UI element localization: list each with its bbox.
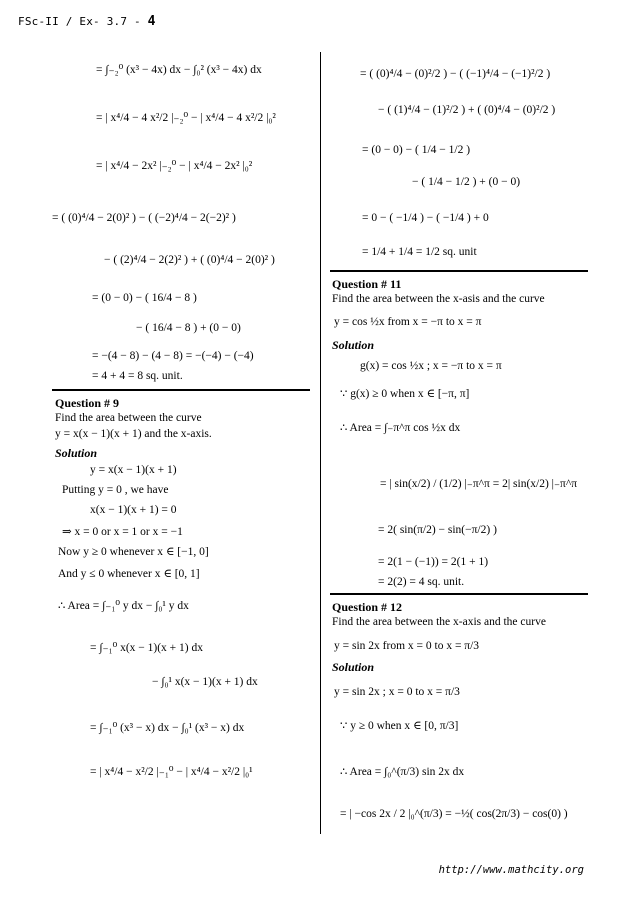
math-line: = | x⁴/4 − 2x² |₋₂⁰ − | x⁴/4 − 2x² |₀² bbox=[96, 160, 253, 172]
header-prefix: FSc-II / Ex- 3.7 - bbox=[18, 15, 148, 28]
math-line: ⇒ x = 0 or x = 1 or x = −1 bbox=[62, 526, 183, 538]
math-line: Putting y = 0 , we have bbox=[62, 484, 169, 496]
math-line: = (0 − 0) − ( 1/4 − 1/2 ) bbox=[362, 144, 471, 156]
math-line: = −(4 − 8) − (4 − 8) = −(−4) − (−4) bbox=[92, 350, 254, 362]
math-line: = | sin(x/2) / (1/2) |₋π^π = 2| sin(x/2) |₋π^π bbox=[380, 478, 578, 490]
column-divider bbox=[320, 52, 321, 834]
question-11-equation: y = cos ½x from x = −π to x = π bbox=[334, 316, 482, 328]
math-line: = ( (0)⁴/4 − 2(0)² ) − ( (−2)⁴/4 − 2(−2)² ) bbox=[52, 212, 236, 224]
math-line: x(x − 1)(x + 1) = 0 bbox=[90, 504, 177, 516]
section-rule bbox=[330, 593, 588, 595]
section-rule bbox=[330, 270, 588, 272]
question-9-heading: Question # 9 bbox=[55, 396, 120, 410]
footer-url[interactable]: http://www.mathcity.org bbox=[438, 864, 584, 876]
math-line: − ( (1)⁴/4 − (1)²/2 ) + ( (0)⁴/4 − (0)²/2 ) bbox=[378, 104, 556, 116]
math-line: = 4 + 4 = 8 sq. unit. bbox=[92, 370, 183, 382]
question-9-solution-label: Solution bbox=[55, 446, 98, 460]
question-9-equation: y = x(x − 1)(x + 1) and the x-axis. bbox=[55, 428, 212, 440]
math-line: And y ≤ 0 whenever x ∈ [0, 1] bbox=[58, 568, 200, 580]
math-line: = 2(1 − (−1)) = 2(1 + 1) bbox=[378, 556, 489, 568]
math-line: = 2( sin(π/2) − sin(−π/2) ) bbox=[378, 524, 497, 536]
math-line: ∴ Area = ∫₋₁⁰ y dx − ∫₀¹ y dx bbox=[58, 600, 189, 612]
math-line: − ∫₀¹ x(x − 1)(x + 1) dx bbox=[152, 676, 258, 688]
section-rule bbox=[52, 389, 310, 391]
math-line: − ( 1/4 − 1/2 ) + (0 − 0) bbox=[412, 176, 521, 188]
question-12-heading: Question # 12 bbox=[332, 600, 403, 614]
math-line: ∴ Area = ∫₀^(π/3) sin 2x dx bbox=[340, 766, 465, 778]
math-line: = | x⁴/4 − x²/2 |₋₁⁰ − | x⁴/4 − x²/2 |₀¹ bbox=[90, 766, 253, 778]
question-12-text: Find the area between the x-axis and the curve bbox=[332, 616, 546, 628]
question-9-text: Find the area between the curve bbox=[55, 412, 202, 424]
page-number: 4 bbox=[147, 14, 156, 29]
math-line: ∵ g(x) ≥ 0 when x ∈ [−π, π] bbox=[340, 388, 470, 400]
math-line: g(x) = cos ½x ; x = −π to x = π bbox=[360, 360, 502, 372]
math-line: − ( (2)⁴/4 − 2(2)² ) + ( (0)⁴/4 − 2(0)² ) bbox=[104, 254, 275, 266]
math-line: = | x⁴/4 − 4 x²/2 |₋₂⁰ − | x⁴/4 − 4 x²/2 |₀² bbox=[96, 112, 276, 124]
question-12-solution-label: Solution bbox=[332, 660, 375, 674]
math-line: = 1/4 + 1/4 = 1/2 sq. unit bbox=[362, 246, 477, 258]
math-line: y = sin 2x ; x = 0 to x = π/3 bbox=[334, 686, 460, 698]
math-line: = ∫₋₁⁰ (x³ − x) dx − ∫₀¹ (x³ − x) dx bbox=[90, 722, 245, 734]
question-11-solution-label: Solution bbox=[332, 338, 375, 352]
math-line: = 0 − ( −1/4 ) − ( −1/4 ) + 0 bbox=[362, 212, 489, 224]
math-line: = | −cos 2x / 2 |₀^(π/3) = −½( cos(2π/3) − cos(0) ) bbox=[340, 808, 568, 820]
math-line: − ( 16/4 − 8 ) + (0 − 0) bbox=[136, 322, 241, 334]
math-line: = (0 − 0) − ( 16/4 − 8 ) bbox=[92, 292, 197, 304]
math-line: = ∫₋₂⁰ (x³ − 4x) dx − ∫₀² (x³ − 4x) dx bbox=[96, 64, 262, 76]
math-line: ∴ Area = ∫₋π^π cos ½x dx bbox=[340, 422, 461, 434]
question-11-text: Find the area between the x-asis and the curve bbox=[332, 293, 545, 305]
question-12-equation: y = sin 2x from x = 0 to x = π/3 bbox=[334, 640, 480, 652]
math-line: Now y ≥ 0 whenever x ∈ [−1, 0] bbox=[58, 546, 209, 558]
math-line: = 2(2) = 4 sq. unit. bbox=[378, 576, 465, 588]
page-header bbox=[18, 14, 156, 29]
math-line: y = x(x − 1)(x + 1) bbox=[90, 464, 177, 476]
question-11-heading: Question # 11 bbox=[332, 277, 402, 291]
math-line: = ( (0)⁴/4 − (0)²/2 ) − ( (−1)⁴/4 − (−1)²/2 ) bbox=[360, 68, 551, 80]
math-line: = ∫₋₁⁰ x(x − 1)(x + 1) dx bbox=[90, 642, 203, 654]
math-line: ∵ y ≥ 0 when x ∈ [0, π/3] bbox=[340, 720, 459, 732]
